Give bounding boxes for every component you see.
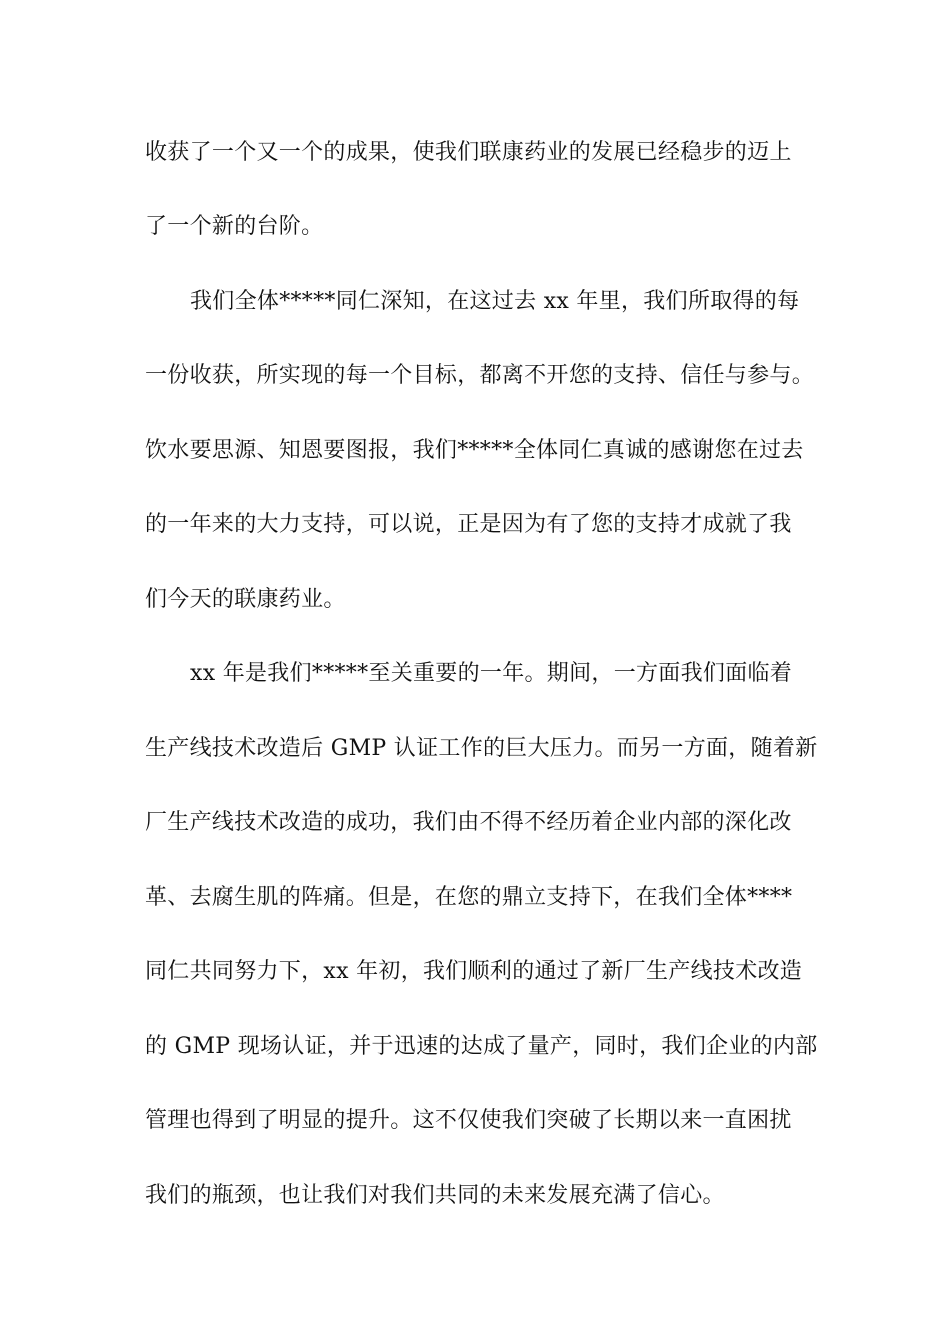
text-line: 了一个新的台阶。 — [145, 214, 324, 239]
text-line: 厂生产线技术改造的成功，我们由不得不经历着企业内部的深化改 — [145, 810, 792, 835]
paragraph-start-line: xx 年是我们*****至关重要的一年。期间，一方面我们面临着 — [190, 661, 793, 686]
text-line: 的 GMP 现场认证，并于迅速的达成了量产，同时，我们企业的内部 — [145, 1034, 818, 1059]
paragraph-start-line: 我们全体*****同仁深知，在这过去 xx 年里，我们所取得的每 — [190, 289, 800, 314]
text-line: 革、去腐生肌的阵痛。但是，在您的鼎立支持下，在我们全体**** — [145, 885, 793, 910]
text-line: 同仁共同努力下，xx 年初，我们顺利的通过了新厂生产线技术改造 — [145, 959, 803, 984]
text-line: 生产线技术改造后 GMP 认证工作的巨大压力。而另一方面，随着新 — [145, 736, 818, 761]
text-line: 一份收获，所实现的每一个目标，都离不开您的支持、信任与参与。 — [145, 363, 815, 388]
text-line: 管理也得到了明显的提升。这不仅使我们突破了长期以来一直困扰 — [145, 1108, 792, 1133]
text-line: 的一年来的大力支持，可以说，正是因为有了您的支持才成就了我 — [145, 512, 792, 537]
text-line: 们今天的联康药业。 — [145, 587, 346, 612]
text-line: 我们的瓶颈，也让我们对我们共同的未来发展充满了信心。 — [145, 1183, 725, 1208]
text-line: 饮水要思源、知恩要图报，我们*****全体同仁真诚的感谢您在过去 — [145, 438, 804, 463]
text-line: 收获了一个又一个的成果，使我们联康药业的发展已经稳步的迈上 — [145, 140, 792, 165]
